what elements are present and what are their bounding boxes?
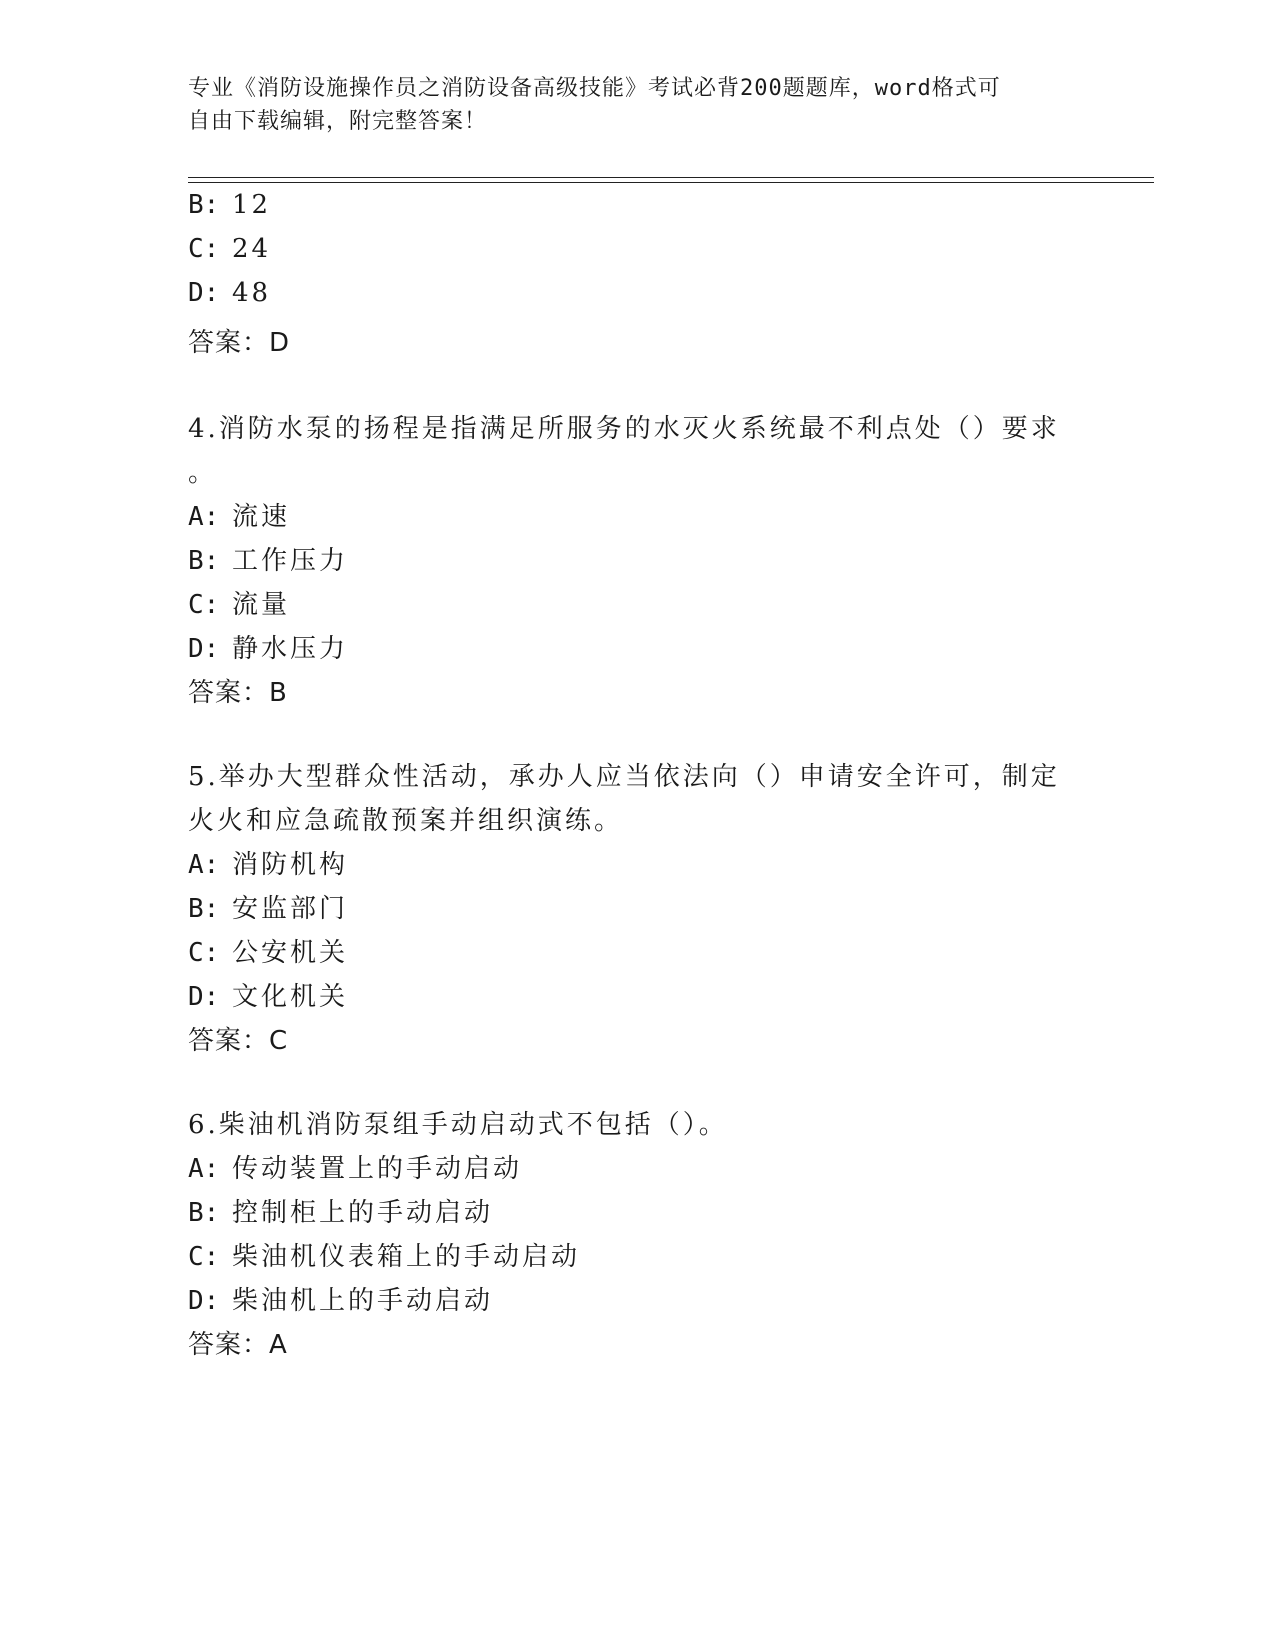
question-stem: 6.柴油机消防泵组手动启动式不包括（）。 <box>188 1110 728 1140</box>
option-a: A: 流速 <box>188 502 291 532</box>
option-d: D: 静水压力 <box>188 634 349 664</box>
question-stem-continued: 。 <box>188 458 218 488</box>
question-stem: 4.消防水泵的扬程是指满足所服务的水灭火系统最不利点处（）要求 <box>188 414 1060 444</box>
answer: 答案：D <box>188 328 291 358</box>
option-b: B: 工作压力 <box>188 546 349 576</box>
header-line-2: 自由下载编辑，附完整答案！ <box>188 109 488 134</box>
option-c: C: 24 <box>188 234 272 264</box>
question-stem: 5.举办大型群众性活动，承办人应当依法向（）申请安全许可，制定 <box>188 762 1060 792</box>
document-header <box>188 72 1068 138</box>
header-line-1: 专业《消防设施操作员之消防设备高级技能》考试必背200题题库，word格式可 <box>188 76 1001 101</box>
question-stem-continued: 火火和应急疏散预案并组织演练。 <box>188 806 624 836</box>
option-d: D: 48 <box>188 278 272 308</box>
answer: 答案：B <box>188 678 288 708</box>
header-divider-top <box>188 177 1154 178</box>
option-b: B: 安监部门 <box>188 894 349 924</box>
option-d: D: 柴油机上的手动启动 <box>188 1286 494 1316</box>
option-c: C: 公安机关 <box>188 938 349 968</box>
option-b: B: 控制柜上的手动启动 <box>188 1198 494 1228</box>
option-c: C: 柴油机仪表箱上的手动启动 <box>188 1242 581 1272</box>
option-b: B: 12 <box>188 190 272 220</box>
answer: 答案：A <box>188 1330 288 1360</box>
option-a: A: 消防机构 <box>188 850 349 880</box>
option-c: C: 流量 <box>188 590 291 620</box>
header-divider-bottom <box>188 182 1154 183</box>
option-a: A: 传动装置上的手动启动 <box>188 1154 523 1184</box>
option-d: D: 文化机关 <box>188 982 349 1012</box>
answer: 答案：C <box>188 1026 289 1056</box>
